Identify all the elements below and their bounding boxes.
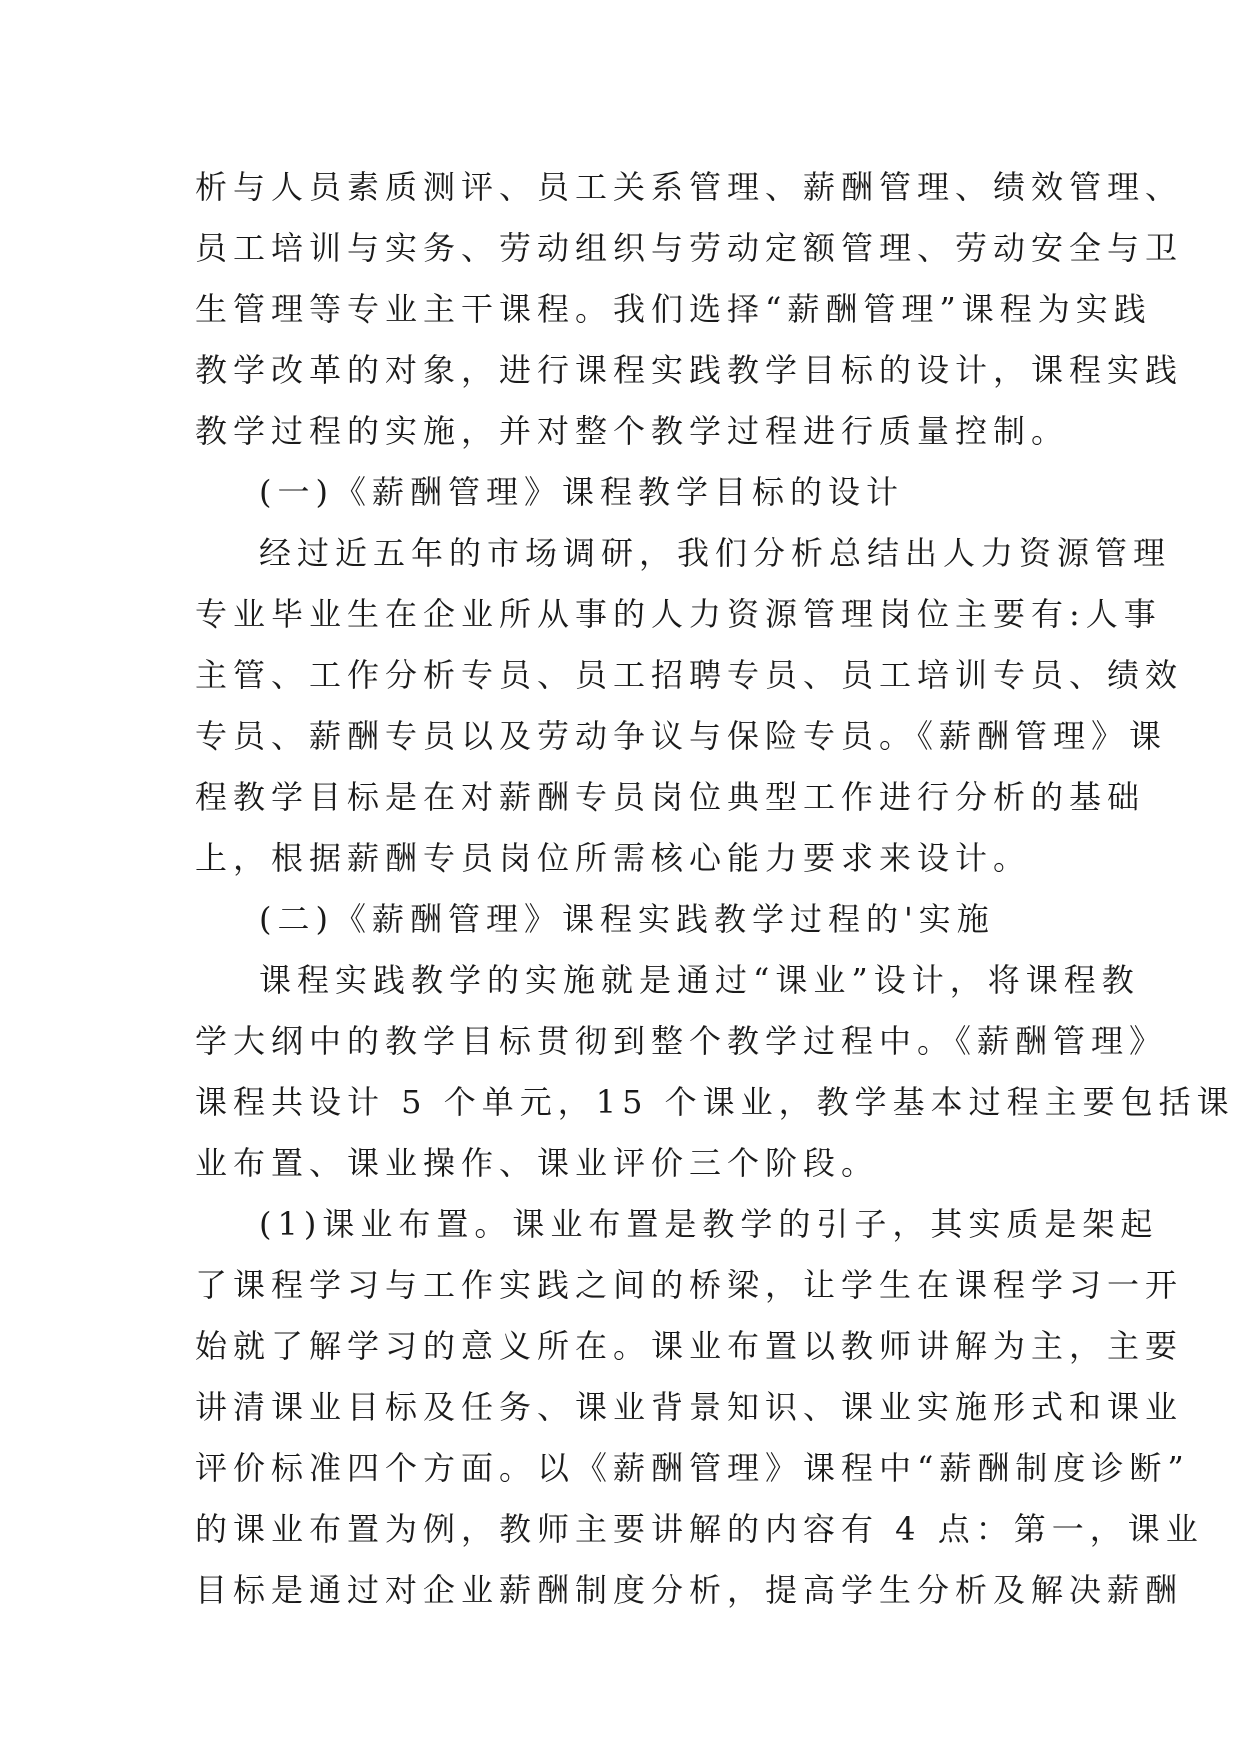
- text-line: 专员、薪酬专员以及劳动争议与保险专员。《薪酬管理》课: [195, 717, 1168, 755]
- text-line: 的课业布置为例，教师主要讲解的内容有 4 点：第一，课业: [195, 1510, 1204, 1548]
- text-line: 教学过程的实施，并对整个教学过程进行质量控制。: [195, 412, 1070, 450]
- text-line: 评价标准四个方面。以《薪酬管理》课程中“薪酬制度诊断”: [195, 1449, 1190, 1487]
- text-line: (1)课业布置。课业布置是教学的引子，其实质是架起: [259, 1205, 1159, 1243]
- text-line: 析与人员素质测评、员工关系管理、薪酬管理、绩效管理、: [195, 168, 1184, 206]
- text-line: 讲清课业目标及任务、课业背景知识、课业实施形式和课业: [195, 1388, 1184, 1426]
- text-line: 经过近五年的市场调研，我们分析总结出人力资源管理: [259, 534, 1172, 572]
- text-line: 员工培训与实务、劳动组织与劳动定额管理、劳动安全与卫: [195, 229, 1184, 267]
- text-line: 始就了解学习的意义所在。课业布置以教师讲解为主，主要: [195, 1327, 1184, 1365]
- body-text: [195, 157, 1235, 1621]
- text-line: 课程共设计 5 个单元，15 个课业，教学基本过程主要包括课: [195, 1083, 1235, 1121]
- text-line: 生管理等专业主干课程。我们选择“薪酬管理”课程为实践: [195, 290, 1152, 328]
- text-line: 学大纲中的教学目标贯彻到整个教学过程中。《薪酬管理》: [195, 1022, 1168, 1060]
- text-line: 目标是通过对企业薪酬制度分析，提高学生分析及解决薪酬: [195, 1571, 1184, 1609]
- text-line: 程教学目标是在对薪酬专员岗位典型工作进行分析的基础: [195, 778, 1146, 816]
- text-line: 专业毕业生在企业所从事的人力资源管理岗位主要有:人事: [195, 595, 1162, 633]
- section-heading-1: (一)《薪酬管理》课程教学目标的设计: [259, 473, 904, 511]
- text-line: 业布置、课业操作、课业评价三个阶段。: [195, 1144, 880, 1182]
- text-line: 了课程学习与工作实践之间的桥梁，让学生在课程学习一开: [195, 1266, 1184, 1304]
- text-line: 教学改革的对象，进行课程实践教学目标的设计，课程实践: [195, 351, 1184, 389]
- text-line: 课程实践教学的实施就是通过“课业”设计，将课程教: [259, 961, 1140, 999]
- text-line: 主管、工作分析专员、员工招聘专员、员工培训专员、绩效: [195, 656, 1184, 694]
- section-heading-2: (二)《薪酬管理》课程实践教学过程的'实施: [259, 900, 995, 938]
- text-line: 上，根据薪酬专员岗位所需核心能力要求来设计。: [195, 839, 1032, 877]
